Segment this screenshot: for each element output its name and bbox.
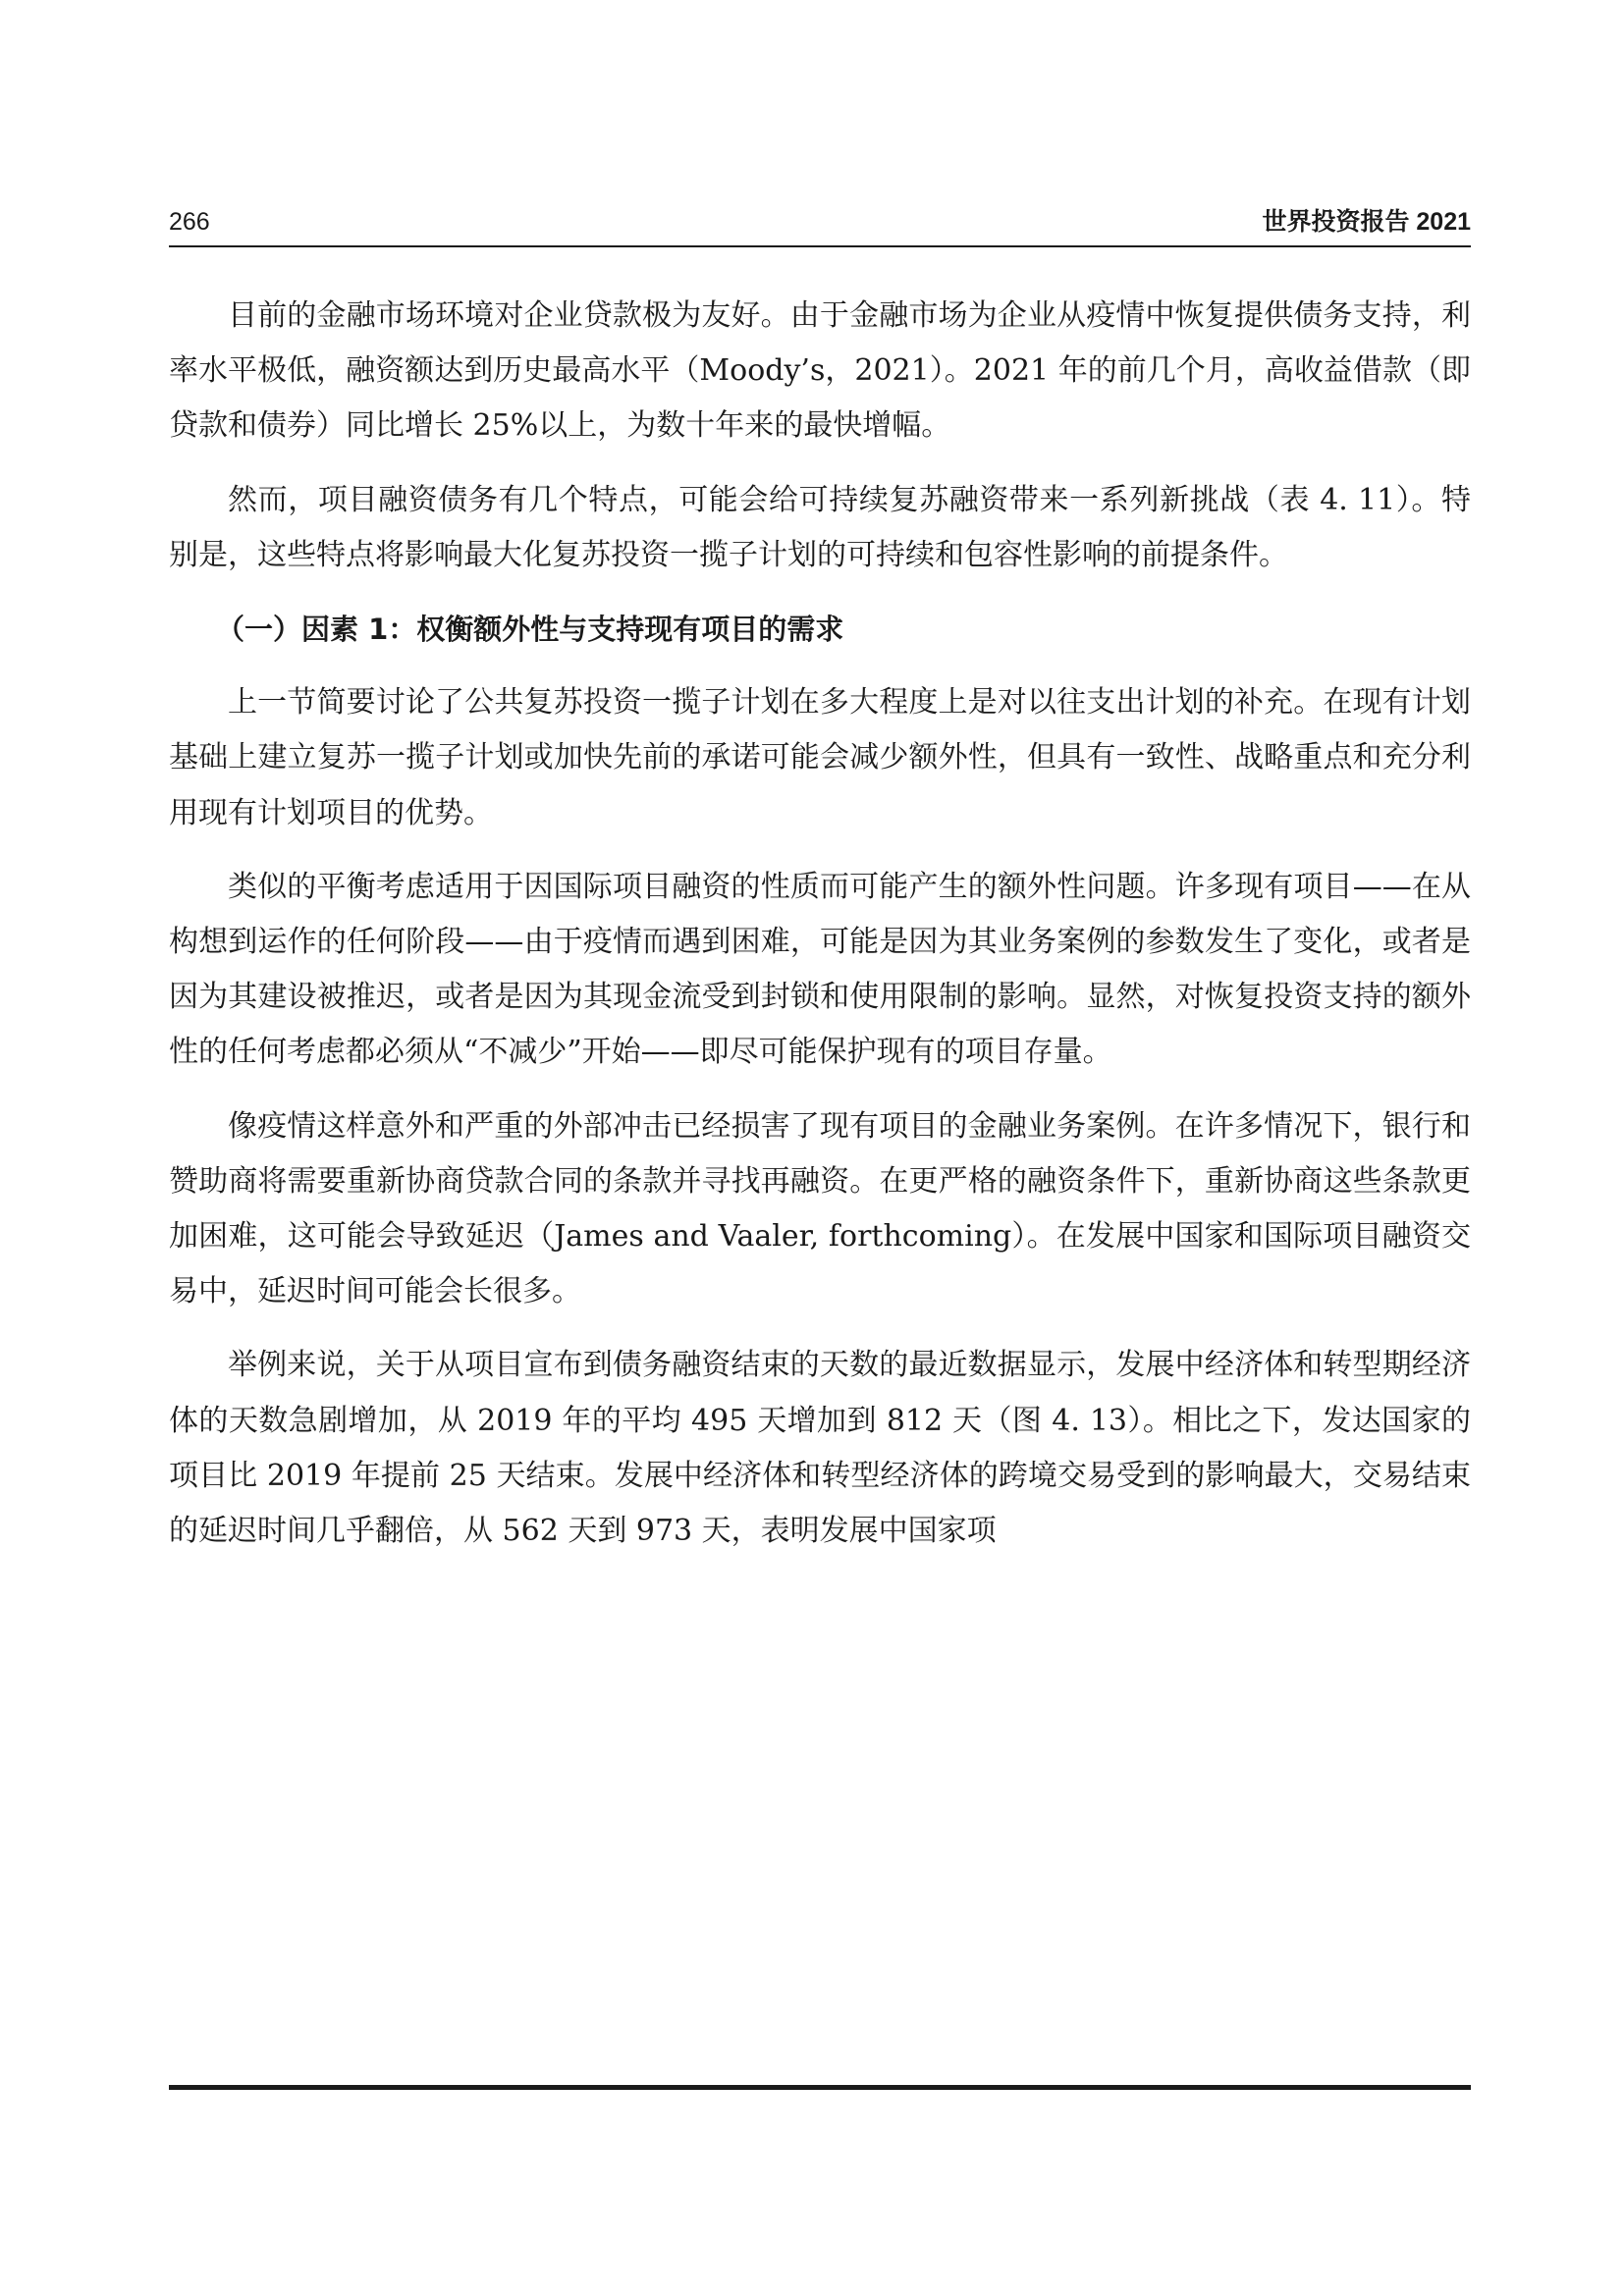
section-heading: （一）因素 1：权衡额外性与支持现有项目的需求 bbox=[216, 613, 844, 647]
footer-rule bbox=[169, 2085, 1471, 2090]
page-header bbox=[169, 202, 1471, 241]
paragraph-3: 上一节简要讨论了公共复苏投资一揽子计划在多大程度上是对以往支出计划的补充。在现有计划基础上建立复苏一揽子计划或加快先前的承诺可能会减少额外性，但具有一致性、战略重点和充分利用现有计划项目的优势。 bbox=[169, 685, 1471, 830]
page-number: 266 bbox=[169, 208, 210, 236]
running-title: 世界投资报告 2021 bbox=[1262, 208, 1471, 236]
paragraph-4: 类似的平衡考虑适用于因国际项目融资的性质而可能产生的额外性问题。许多现有项目——在从构想到运作的任何阶段——由于疫情而遇到困难，可能是因为其业务案例的参数发生了变化，或者是因为其建设被推迟，或者是因为其现金流受到封锁和使用限制的影响。显然，对恢复投资支持的额外性的任何考虑都必须从“不减少”开始——即尽可能保护现有的项目存量。 bbox=[169, 869, 1471, 1070]
paragraph-2: 然而，项目融资债务有几个特点，可能会给可持续复苏融资带来一系列新挑战（表 4. 11）。特别是，这些特点将影响最大化复苏投资一揽子计划的可持续和包容性影响的前提条件。 bbox=[169, 482, 1471, 572]
body-text bbox=[169, 289, 1471, 1577]
paragraph-1: 目前的金融市场环境对企业贷款极为友好。由于金融市场为企业从疫情中恢复提供债务支持，利率水平极低，融资额达到历史最高水平（Moody’s，2021）。2021 年的前几个月，高收益借款（即贷款和债券）同比增长 25%以上，为数十年来的最快增幅。 bbox=[169, 298, 1471, 444]
paragraph-5: 像疫情这样意外和严重的外部冲击已经损害了现有项目的金融业务案例。在许多情况下，银行和赞助商将需要重新协商贷款合同的条款并寻找再融资。在更严格的融资条件下，重新协商这些条款更加困难，这可能会导致延迟（James and Vaaler, forthcoming）。在发展中国家和国际项目融资交易中，延迟时间可能会长很多。 bbox=[169, 1108, 1471, 1309]
paragraph-6: 举例来说，关于从项目宣布到债务融资结束的天数的最近数据显示，发展中经济体和转型期经济体的天数急剧增加，从 2019 年的平均 495 天增加到 812 天（图 4. 13）。相比之下，发达国家的项目比 2019 年提前 25 天结束。发展中经济体和转型经济体的跨境交易受到的影响最大，交易结束的延迟时间几乎翻倍，从 562 天到 973 天，表明发展中国家项 bbox=[169, 1348, 1471, 1549]
header-rule bbox=[169, 245, 1471, 247]
